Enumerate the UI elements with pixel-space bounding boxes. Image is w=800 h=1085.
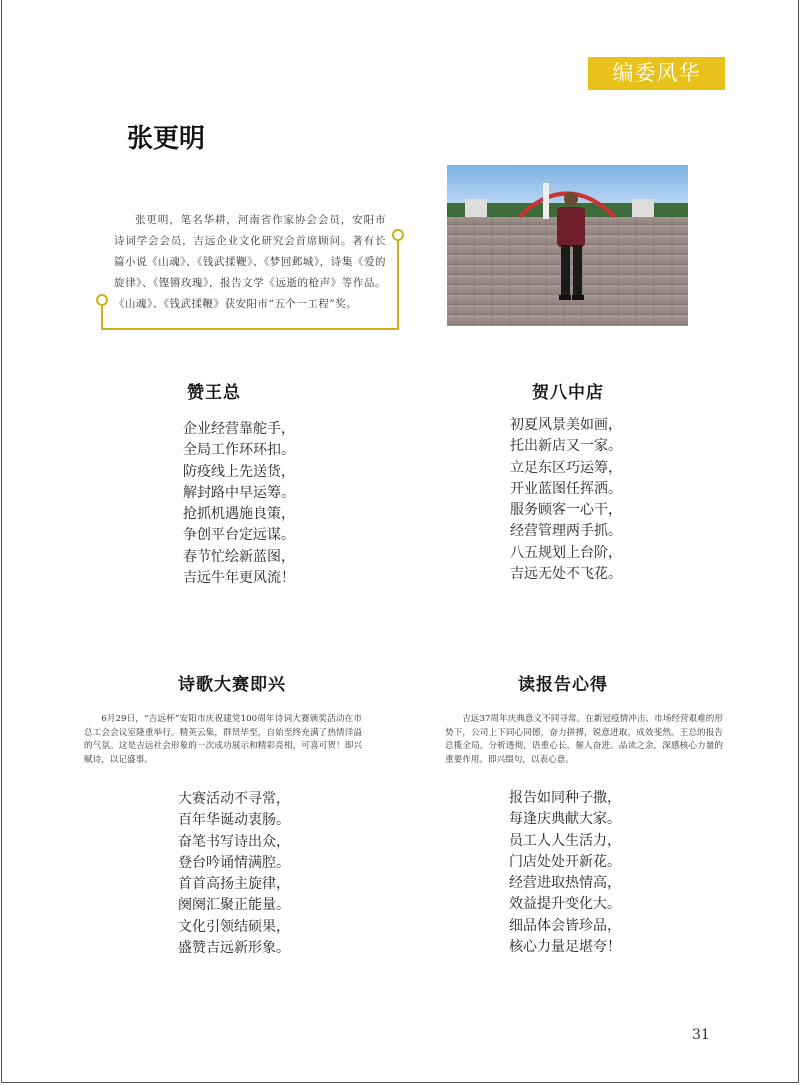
poem-line: 吉远无处不飞花。 bbox=[510, 566, 622, 583]
poem-body bbox=[510, 415, 622, 585]
poem-line: 春节忙绘新蓝图， bbox=[183, 548, 295, 565]
poem-line: 每逢庆典献大家。 bbox=[509, 811, 621, 828]
poem-intro: 吉远37周年庆典意义不同寻常。在新冠疫情冲击、市场经营艰难的形势下，公司上下同心同德，奋力拼搏，锐意进取，成效斐然。王总的报告总揽全局，分析透彻，语重心长，催人奋进。品读之余，深感核心力量的重要作用。即兴缀句，以表心意。 bbox=[445, 714, 723, 765]
poem-body bbox=[509, 788, 621, 958]
poem-line: 奋笔书写诗出众， bbox=[178, 833, 290, 850]
poem-line: 文化引领结硕果， bbox=[178, 918, 290, 935]
poem-line: 抢抓机遇施良策， bbox=[183, 506, 295, 523]
poem-line: 盛赞吉远新形象。 bbox=[178, 940, 290, 957]
poem-intro: 6月29日，“吉远杯”安阳市庆祝建党100周年诗词大赛颁奖活动在市总工会会议室隆重举行。精英云集，群贤毕至，自始至终充满了热情洋溢的气氛。这是吉远社会形象的一次成功展示和精彩亮相，可喜可贺！即兴赋诗，以记盛事。 bbox=[84, 714, 362, 765]
poem-line: 细品体会皆珍品， bbox=[509, 917, 621, 934]
poem-line: 服务顾客一心干， bbox=[510, 502, 622, 519]
poem-line: 防疫线上先送货， bbox=[183, 463, 295, 480]
poem-body bbox=[178, 789, 290, 959]
poem-line: 核心力量足堪夸！ bbox=[509, 939, 621, 956]
poem-line: 报告如同种子撒， bbox=[509, 790, 621, 806]
poem-line: 员工人人生活力， bbox=[509, 832, 621, 849]
poem-line: 阕阕汇聚正能量。 bbox=[178, 897, 290, 914]
poem-line: 吉远牛年更风流！ bbox=[183, 570, 295, 587]
author-photo bbox=[447, 165, 688, 326]
page-number: 31 bbox=[692, 1027, 710, 1043]
poem-line: 登台吟诵情满腔。 bbox=[178, 854, 290, 871]
magazine-page bbox=[1, 0, 799, 1083]
poem-line: 争创平台定远谋。 bbox=[183, 527, 295, 544]
poem-line: 解封路中早运筹。 bbox=[183, 484, 295, 501]
poem-body bbox=[183, 419, 295, 589]
poem-line: 效益提升变化大。 bbox=[509, 896, 621, 913]
poem-line: 大赛活动不寻常， bbox=[178, 791, 290, 807]
poem-title: 赞王总 bbox=[187, 383, 241, 403]
author-name: 张更明 bbox=[127, 124, 206, 154]
poem-line: 立足东区巧运筹， bbox=[510, 459, 622, 476]
poem-title: 诗歌大赛即兴 bbox=[178, 675, 286, 695]
poem-line: 门店处处开新花。 bbox=[509, 853, 621, 870]
poem-line: 开业蓝图任挥洒。 bbox=[510, 480, 622, 497]
poem-line: 经营管理两手抓。 bbox=[510, 523, 622, 540]
poem-line: 百年华诞动衷肠。 bbox=[178, 812, 290, 829]
poem-line: 首首高扬主旋律， bbox=[178, 876, 290, 893]
poem-line: 经营进取热情高， bbox=[509, 875, 621, 892]
poem-title: 读报告心得 bbox=[518, 675, 608, 695]
poem-line: 托出新店又一家。 bbox=[510, 438, 622, 455]
author-bio: 张更明，笔名华耕，河南省作家协会会员，安阳市诗词学会会员，吉远企业文化研究会首席顾问。著有长篇小说《山魂》、《钱武揉鞭》、《梦回邺城》，诗集《爱的旋律》、《铿锵玫瑰》，报告文学《远逝的枪声》等作品。《山魂》、《钱武揉鞭》获安阳市“五个一工程”奖。 bbox=[114, 214, 386, 310]
section-tag: 编委风华 bbox=[588, 57, 725, 90]
poem-line: 初夏风景美如画， bbox=[510, 417, 622, 433]
poem-title: 贺八中店 bbox=[532, 383, 604, 403]
poem-line: 八五规划上台阶， bbox=[510, 544, 622, 561]
poem-line: 全局工作环环扣。 bbox=[183, 442, 295, 459]
poem-line: 企业经营靠舵手， bbox=[183, 421, 295, 437]
